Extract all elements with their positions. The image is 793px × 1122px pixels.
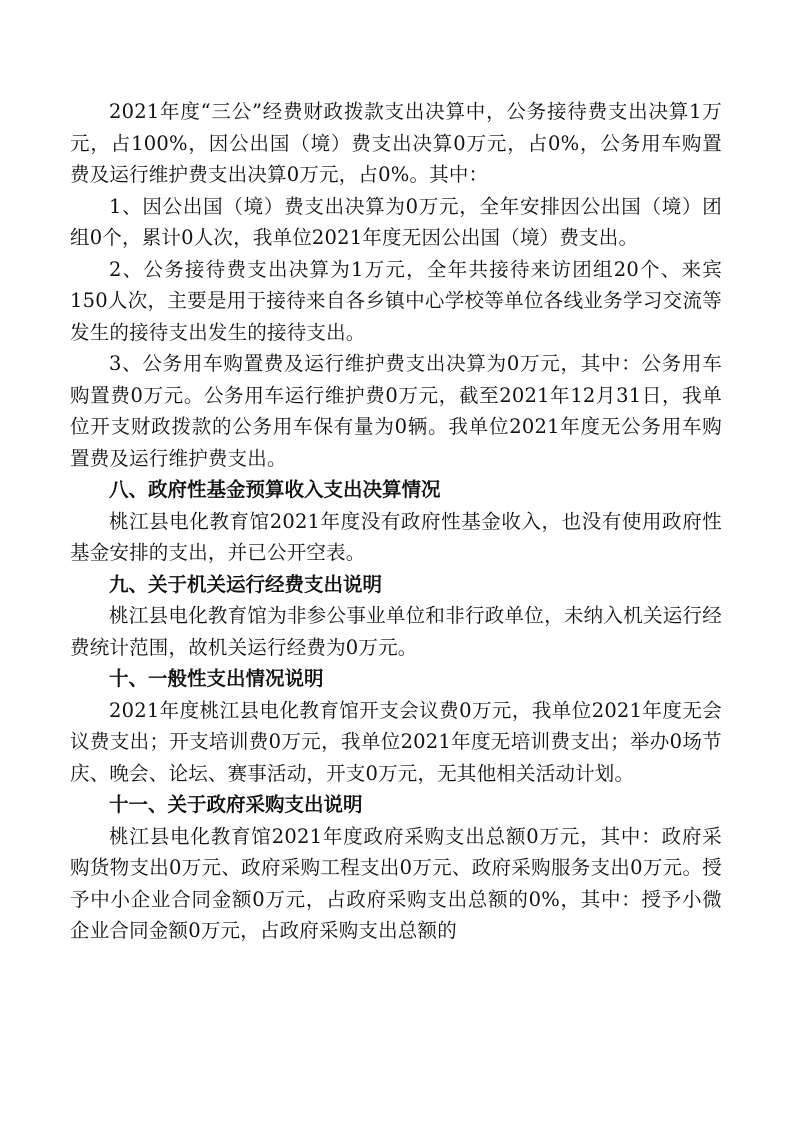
paragraph-general-expenditure: 2021年度桃江县电化教育馆开支会议费0万元，我单位2021年度无会议费支出；开支培训费0万元，我单位2021年度无培训费支出；举办0场节庆、晚会、论坛、赛事活动，开支0万元，无其他相关活动计划。 (70, 698, 722, 785)
section-heading-government-fund: 八、政府性基金预算收入支出决算情况 (109, 478, 441, 501)
section-heading-operating-expenses: 九、关于机关运行经费支出说明 (109, 572, 383, 596)
paragraph-procurement: 桃江县电化教育馆2021年度政府采购支出总额0万元，其中：政府采购货物支出0万元、政府采购工程支出0万元、政府采购服务支出0万元。授予中小企业合同金额0万元，占政府采购支出总额的0%，其中：授予小微企业合同金额0万元，占政府采购支出总额的 (70, 824, 722, 942)
paragraph-operating-expenses: 桃江县电化教育馆为非参公事业单位和非行政单位，未纳入机关运行经费统计范围，故机关运行经费为0万元。 (70, 604, 722, 659)
section-heading-procurement: 十一、关于政府采购支出说明 (109, 793, 363, 816)
document-page (70, 96, 722, 947)
section-heading-general-expenditure: 十、一般性支出情况说明 (109, 667, 324, 690)
paragraph-three-public-summary: 2021年度“三公”经费财政拨款支出决算中，公务接待费支出决算1万元，占100%，因公出国（境）费支出决算0万元，占0%，公务用车购置费及运行维护费支出决算0万元，占0%。其中： (70, 100, 722, 186)
paragraph-overseas-travel: 1、因公出国（境）费支出决算为0万元，全年安排因公出国（境）团组0个，累计0人次，我单位2021年度无因公出国（境）费支出。 (70, 194, 722, 249)
paragraph-official-vehicles: 3、公务用车购置费及运行维护费支出决算为0万元，其中：公务用车购置费0万元。公务用车运行维护费0万元，截至2021年12月31日，我单位开支财政拨款的公务用车保有量为0辆。我单位2021年度无公务用车购置费及运行维护费支出。 (70, 352, 722, 470)
paragraph-government-fund: 桃江县电化教育馆2021年度没有政府性基金收入，也没有使用政府性基金安排的支出，并已公开空表。 (70, 509, 722, 564)
paragraph-reception: 2、公务接待费支出决算为1万元，全年共接待来访团组20个、来宾150人次，主要是用于接待来自各乡镇中心学校等单位各线业务学习交流等发生的接待支出发生的接待支出。 (70, 257, 722, 344)
